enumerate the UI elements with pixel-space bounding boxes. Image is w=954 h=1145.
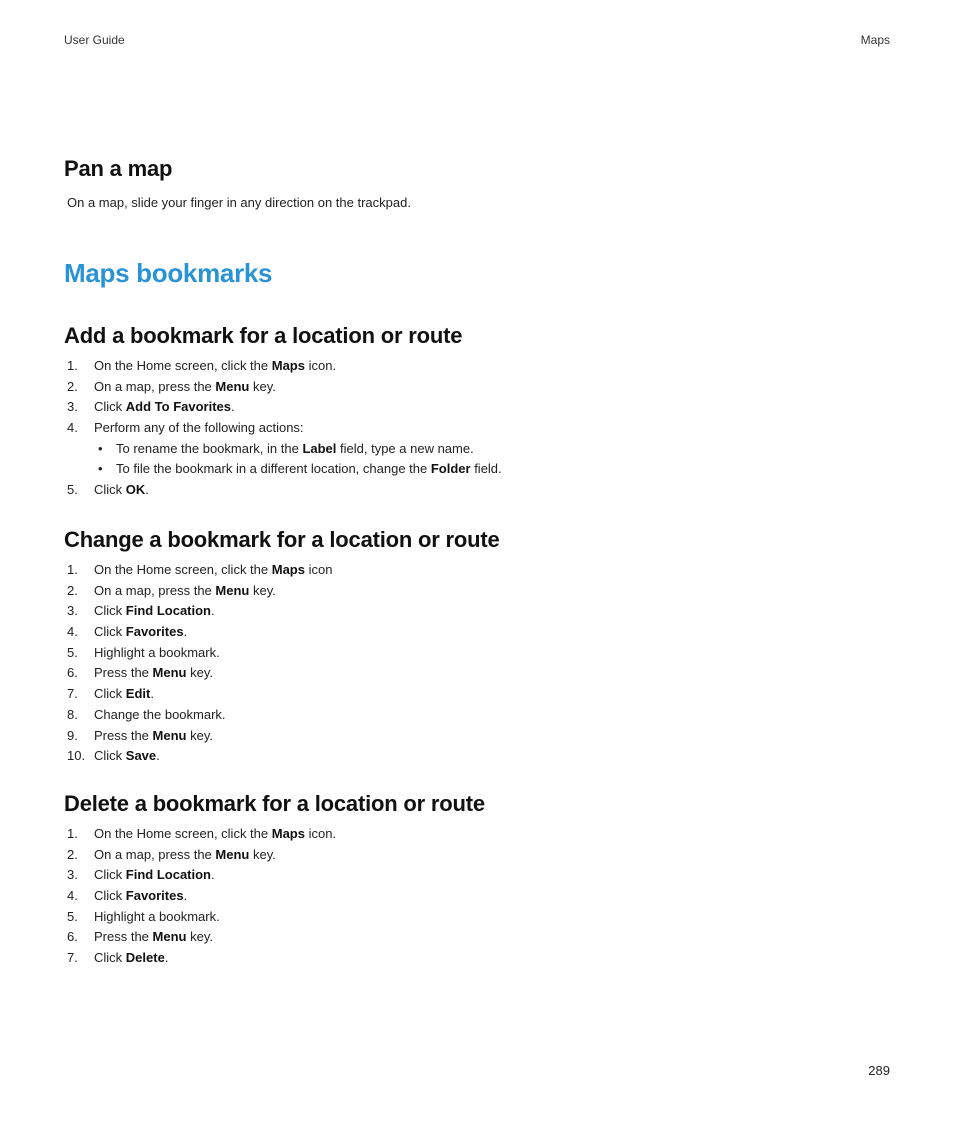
list-item: 1. On the Home screen, click the Maps icon. [67,826,337,841]
list-item: 5. Click OK. [67,482,149,498]
list-item: 7. Click Delete. [67,950,169,966]
list-item: 10. Click Save. [67,748,160,764]
list-item: 2. On a map, press the Menu key. [67,846,276,862]
sub-list-item: • To file the bookmark in a different location, change the Folder field. [98,461,502,477]
list-item: 4. Click Favorites. [67,624,188,640]
running-header-left: User Guide [64,33,125,47]
list-item: 2. On a map, press the Menu key. [67,582,276,598]
list-item: 1. On the Home screen, click the Maps icon [67,562,333,577]
section-title-pan: Pan a map [64,156,173,181]
chapter-title: Maps bookmarks [64,258,273,288]
pan-text: On a map, slide your finger in any direction on the trackpad. [67,195,411,210]
list-item: 3. Click Find Location. [67,603,215,619]
list-item: 6. Press the Menu key. [67,929,213,945]
sub-list-item: • To rename the bookmark, in the Label field, type a new name. [98,440,474,456]
section-title-add: Add a bookmark for a location or route [64,323,463,348]
add-steps [64,356,502,501]
list-item: 6. Press the Menu key. [67,665,213,681]
list-item: 7. Click Edit. [67,686,154,702]
list-item: 4. Click Favorites. [67,888,188,904]
list-item: 9. Press the Menu key. [67,727,213,743]
list-item: 5. Highlight a bookmark. [67,644,220,660]
delete-steps [64,824,336,969]
running-header-right: Maps [860,33,890,47]
sub-list [94,439,502,480]
list-item: 1. On the Home screen, click the Maps icon. [67,358,337,373]
list-item: 3. Click Add To Favorites. [67,399,235,415]
list-item: 3. Click Find Location. [67,867,215,883]
section-title-delete: Delete a bookmark for a location or route [64,791,485,816]
change-steps [64,560,332,767]
list-item: 5. Highlight a bookmark. [67,908,220,924]
list-item: 8. Change the bookmark. [67,706,226,722]
section-title-change: Change a bookmark for a location or route [64,527,500,552]
list-item: 4. Perform any of the following actions: • To rename the bookmark, in the Label field, type a new name. • To file the bookmark in a different location, change the Folder field. [64,418,502,480]
page-number: 289 [868,1063,890,1078]
list-item: 2. On a map, press the Menu key. [67,378,276,394]
